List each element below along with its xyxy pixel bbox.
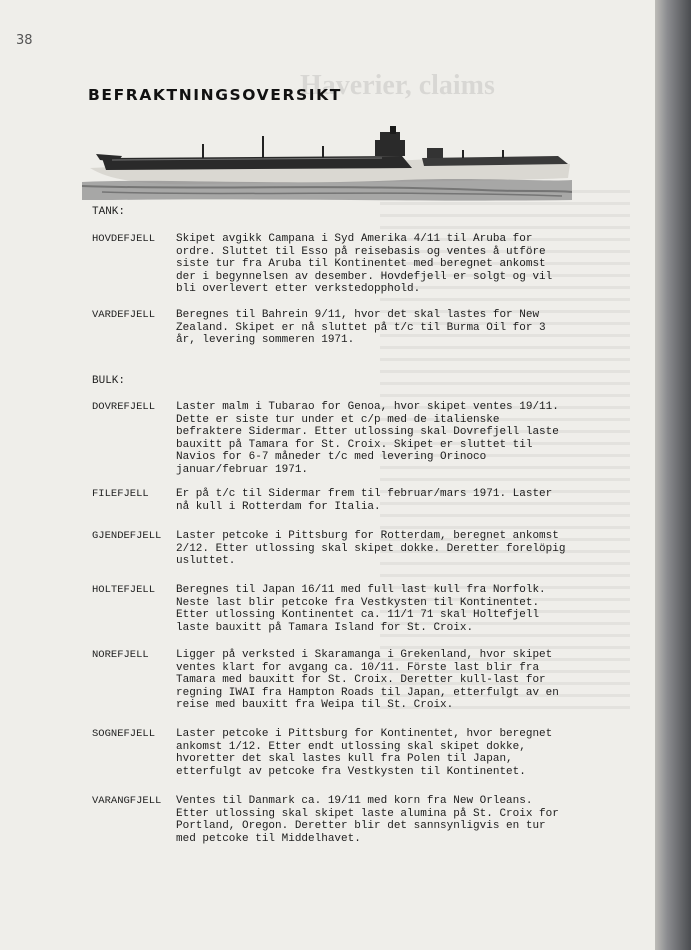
- vessel-status: Laster petcoke i Pittsburg for Kontinentet, hvor beregnet ankomst 1/12. Etter endt utlossing skal skipet dokke, hvoretter det skal lastes kull fra Polen til Japan, etterfulgt av petcoke fra Vestkysten til Kontinentet.: [176, 728, 553, 778]
- vessel-status: Skipet avgikk Campana i Syd Amerika 4/11 til Aruba for ordre. Sluttet til Esso på reisebasis og ventes å utföre siste tur fra Aruba til Kontinentet med beregnet ankomst der i begynnelsen av desember. Hovdefjell er solgt og vil bli overlevert etter verkstedopphold.: [176, 233, 553, 296]
- vessel-status: Ligger på verksted i Skaramanga i Grekenland, hvor skipet ventes klart for avgang ca. 10/11. Förste last blir fra Tamara med bauxitt for St. Croix. Deretter kull-last for regning IWAI fra Hampton Roads til Japan, etterfulgt av en reise med bauxitt fra Weipa til St. Croix.: [176, 649, 559, 712]
- vessel-name: FILEFJELL: [92, 488, 149, 500]
- tanker-ship-sketch-icon: [82, 120, 572, 202]
- vessel-status: Er på t/c til Sidermar frem til februar/mars 1971. Laster nå kull i Rotterdam for Italia.: [176, 488, 553, 513]
- vessel-status: Beregnes til Japan 16/11 med full last kull fra Norfolk. Neste last blir petcoke fra Vestkysten til Kontinentet. Etter utlossing Kontinentet ca. 11/1 71 skal Holtefjell laste bauxitt på Tamara Island for St. Croix.: [176, 584, 546, 634]
- vessel-name: DOVREFJELL: [92, 401, 156, 413]
- vessel-status: Laster petcoke i Pittsburg for Rotterdam, beregnet ankomst 2/12. Etter utlossing skal skipet dokke. Deretter forelöpig usluttet.: [176, 530, 566, 568]
- vessel-name: SOGNEFJELL: [92, 728, 156, 740]
- page-edge-shadow: [655, 0, 691, 950]
- page-title: BEFRAKTNINGSOVERSIKT: [88, 86, 342, 104]
- vessel-name: NOREFJELL: [92, 649, 149, 661]
- vessel-status: Beregnes til Bahrein 9/11, hvor det skal lastes for New Zealand. Skipet er nå sluttet på t/c til Burma Oil for 3 år, levering sommeren 1971.: [176, 309, 546, 347]
- page-number: 38: [16, 33, 33, 48]
- vessel-status: Laster malm i Tubarao for Genoa, hvor skipet ventes 19/11. Dette er siste tur under et c/p med de italienske befraktere Sidermar. Etter utlossing skal Dovrefjell laste bauxitt på Tamara for St. Croix. Skipet er sluttet til Navios for 6-7 måneder t/c med levering Orinoco januar/februar 1971.: [176, 401, 559, 476]
- vessel-status: Ventes til Danmark ca. 19/11 med korn fra New Orleans. Etter utlossing skal skipet laste alumina på St. Croix for Portland, Oregon. Deretter blir det sannsynligvis en tur med petcoke til Middelhavet.: [176, 795, 559, 845]
- vessel-name: VARANGFJELL: [92, 795, 162, 807]
- section-label-bulk: BULK:: [92, 375, 126, 387]
- vessel-name: HOLTEFJELL: [92, 584, 156, 596]
- vessel-name: HOVDEFJELL: [92, 233, 156, 245]
- bleed-through-text: Haverier, claims: [300, 70, 495, 101]
- vessel-name: VARDEFJELL: [92, 309, 156, 321]
- vessel-name: GJENDEFJELL: [92, 530, 162, 542]
- section-label-tank: TANK:: [92, 206, 126, 218]
